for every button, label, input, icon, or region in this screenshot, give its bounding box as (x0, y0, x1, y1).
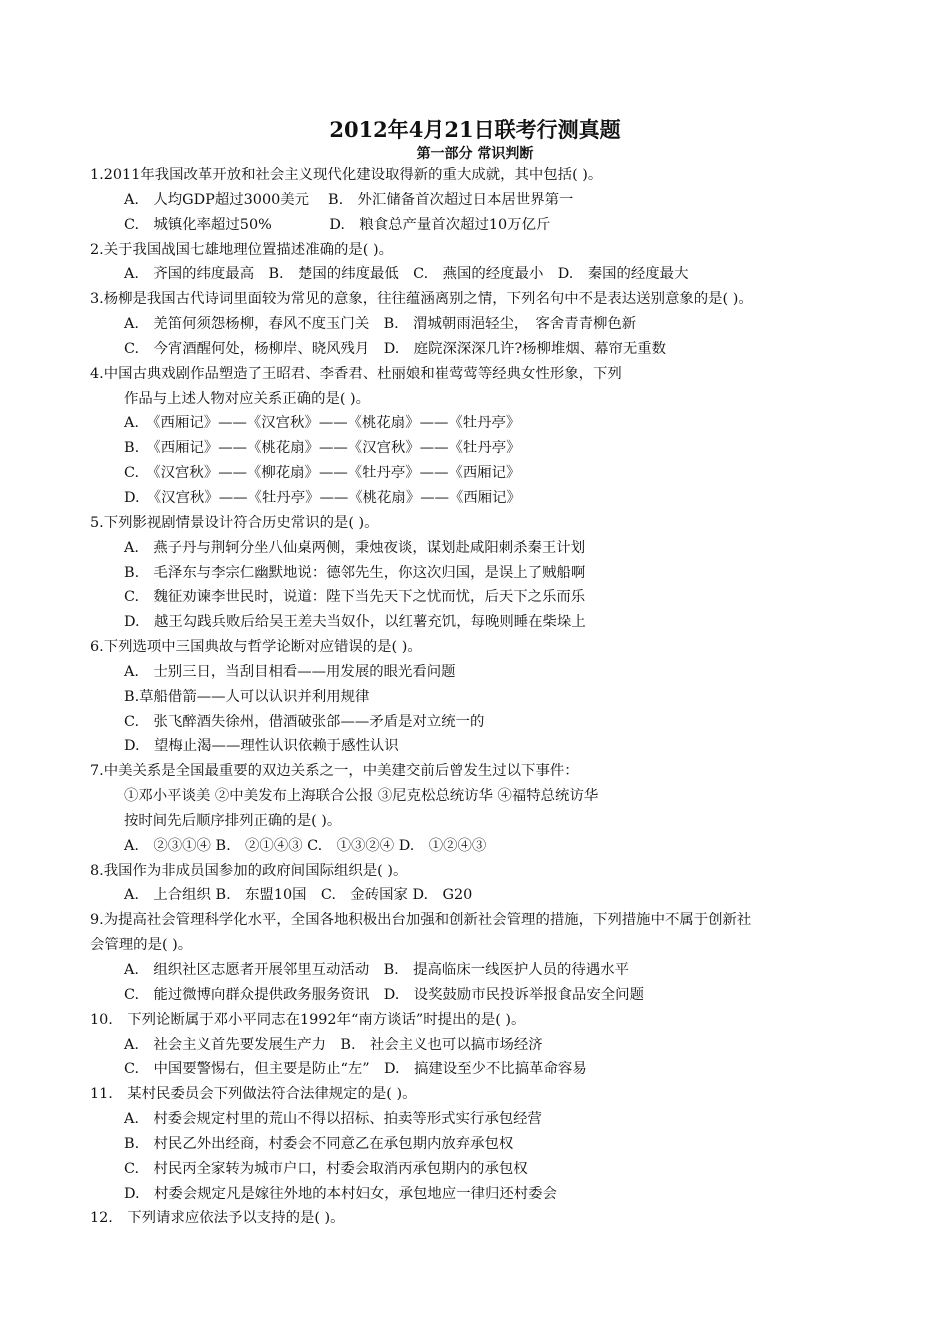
answer-option-line: A. 《西厢记》——《汉宫秋》——《桃花扇》——《牡丹亭》 (124, 415, 521, 432)
answer-option-line: A. 上合组织 B. 东盟10国 C. 金砖国家 D. G20 (124, 887, 473, 904)
answer-option-line: C. 村民丙全家转为城市户口，村委会取消丙承包期内的承包权 (124, 1160, 528, 1177)
question-line: 6.下列选项中三国典故与哲学论断对应错误的是( )。 (90, 639, 422, 656)
answer-option-line: B. 毛泽东与李宗仁幽默地说：德邻先生，你这次归国，是误上了贼船啊 (124, 564, 586, 581)
question-line: 2.关于我国战国七雄地理位置描述准确的是( )。 (90, 241, 393, 258)
answer-option-line: A. 社会主义首先要发展生产力 B. 社会主义也可以搞市场经济 (124, 1036, 543, 1053)
answer-option-line: C. 能过微博向群众提供政务服务资讯 D. 设奖鼓励市民投诉举报食品安全问题 (124, 986, 644, 1003)
answer-option-line: 按时间先后顺序排列正确的是( )。 (124, 812, 342, 829)
answer-option-line: D. 村委会规定凡是嫁往外地的本村妇女，承包地应一律归还村委会 (124, 1185, 557, 1202)
question-line: 11. 某村民委员会下列做法符合法律规定的是( )。 (90, 1086, 417, 1103)
answer-option-line: A. 士别三日，当刮目相看——用发展的眼光看问题 (124, 663, 456, 680)
answer-option-line: 作品与上述人物对应关系正确的是( )。 (124, 390, 371, 407)
answer-option-line: B.草船借箭——人可以认识并利用规律 (124, 688, 370, 705)
answer-option-line: C. 《汉宫秋》——《柳花扇》——《牡丹亭》——《西厢记》 (124, 465, 521, 482)
question-line: 3.杨柳是我国古代诗词里面较为常见的意象，往往蕴涵离别之情，下列名句中不是表达送别意象的是( )。 (90, 291, 753, 308)
answer-option-line: C. 城镇化率超过50% D. 粮食总产量首次超过10万亿斤 (124, 216, 551, 233)
question-line: 7.中美关系是全国最重要的双边关系之一，中美建交前后曾发生过以下事件： (90, 763, 579, 780)
question-line: 9.为提高社会管理科学化水平，全国各地积极出台加强和创新社会管理的措施，下列措施中不属于创新社 (90, 912, 752, 929)
answer-option-line: B. 《西厢记》——《桃花扇》——《汉宫秋》——《牡丹亭》 (124, 440, 521, 457)
answer-option-line: C. 今宵酒醒何处，杨柳岸、晓风残月 D. 庭院深深深几许?杨柳堆烟、幕帘无重数 (124, 340, 667, 357)
question-line: 4.中国古典戏剧作品塑造了王昭君、李香君、杜丽娘和崔莺莺等经典女性形象，下列 (90, 365, 622, 382)
question-line: 5.下列影视剧情景设计符合历史常识的是( )。 (90, 514, 379, 531)
question-line: 12. 下列请求应依法予以支持的是( )。 (90, 1210, 345, 1227)
question-line: 会管理的是( )。 (90, 937, 193, 954)
answer-option-line: D. 越王勾践兵败后给吴王差夫当奴仆，以红薯充饥，每晚则睡在柴垛上 (124, 614, 586, 631)
answer-option-line: A. ②③①④ B. ②①④③ C. ①③②④ D. ①②④③ (124, 837, 487, 854)
answer-option-line: ①邓小平谈美 ②中美发布上海联合公报 ③尼克松总统访华 ④福特总统访华 (124, 788, 599, 805)
document-title: 2012年4月21日联考行测真题 (329, 117, 621, 142)
answer-option-line: D. 望梅止渴——理性认识依赖于感性认识 (124, 738, 399, 755)
answer-option-line: A. 羌笛何须怨杨柳，春风不度玉门关 B. 渭城朝雨浥轻尘， 客舍青青柳色新 (124, 316, 637, 333)
answer-option-line: A. 人均GDP超过3000美元 B. 外汇储备首次超过日本居世界第一 (124, 191, 574, 208)
answer-option-line: B. 村民乙外出经商，村委会不同意乙在承包期内放弃承包权 (124, 1135, 514, 1152)
question-line: 8.我国作为非成员国参加的政府间国际组织是( )。 (90, 862, 408, 879)
answer-option-line: C. 中国要警惕右，但主要是防止“左” D. 搞建设至少不比搞革命容易 (124, 1061, 587, 1078)
answer-option-line: D. 《汉宫秋》——《牡丹亭》——《桃花扇》——《西厢记》 (124, 489, 521, 506)
question-list (90, 163, 880, 1231)
answer-option-line: C. 魏征劝谏李世民时，说道：陛下当先天下之忧而忧，后天下之乐而乐 (124, 589, 586, 606)
answer-option-line: A. 燕子丹与荆轲分坐八仙桌两侧，秉烛夜谈，谋划赴咸阳刺杀秦王计划 (124, 539, 586, 556)
answer-option-line: A. 村委会规定村里的荒山不得以招标、拍卖等形式实行承包经营 (124, 1111, 542, 1128)
question-line: 10. 下列论断属于邓小平同志在1992年“南方谈话”时提出的是( )。 (90, 1011, 526, 1028)
answer-option-line: A. 齐国的纬度最高 B. 楚国的纬度最低 C. 燕国的经度最小 D. 秦国的经度最大 (124, 266, 689, 283)
question-line: 1.2011年我国改革开放和社会主义现代化建设取得新的重大成就，其中包括( )。 (90, 167, 603, 183)
answer-option-line: A. 组织社区志愿者开展邻里互动活动 B. 提高临床一线医护人员的待遇水平 (124, 962, 630, 978)
answer-option-line: C. 张飞醉酒失徐州，借酒破张郃——矛盾是对立统一的 (124, 713, 485, 730)
section-heading: 第一部分 常识判断 (416, 146, 534, 162)
